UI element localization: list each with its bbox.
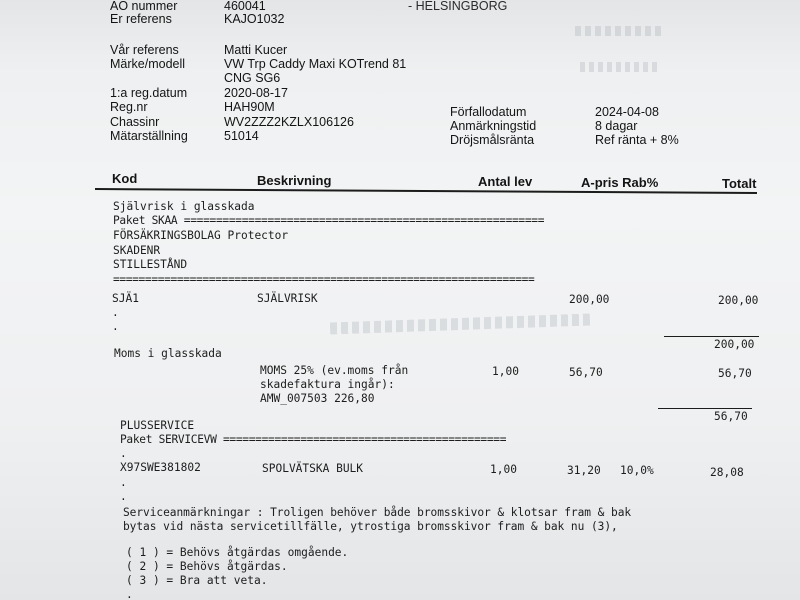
row1-description: SJÄLVRISK [257,292,318,305]
filler-dot: . [112,306,119,319]
filler-dot: . [120,490,127,503]
filler-dot: . [126,588,133,600]
make-model-label: Märke/modell [110,57,186,71]
odometer-value: 51014 [224,129,259,143]
your-reference-label: Er referens [110,12,172,26]
package-line-skaa: Paket SKAA ======================================================== [113,214,545,227]
subtotal-rule [658,408,752,409]
subtotal-self-risk: 200,00 [714,338,755,351]
row1-code: SJÄ1 [112,292,139,305]
insurance-company-line: FÖRSÄKRINGSBOLAG Protector [113,229,289,242]
service-remarks-line2: bytas vid nästa servicetillfälle, ytrostiga bromsskivor fram & bak nu (3), [123,520,618,533]
due-date-label: Förfallodatum [450,105,527,119]
our-reference-value: Matti Kucer [224,43,288,57]
due-date-value: 2024-04-08 [595,105,659,119]
column-header-total: Totalt [722,176,757,191]
vat-description-line3: AMW_007503 226,80 [260,392,375,405]
column-header-description: Beskrivning [257,173,332,188]
section-title-self-risk: Självrisk i glasskada [113,200,255,213]
row3-discount: 10,0% [620,464,654,477]
first-reg-date-value: 2020-08-17 [224,86,288,100]
filler-dot: . [112,320,119,333]
top-right-partial-text: - HELSINGBORG [408,0,508,13]
chassis-value: WV2ZZZ2KZLX106126 [224,115,354,129]
late-interest-value: Ref ränta + 8% [595,133,679,147]
bleed-through-text [575,26,665,36]
filler-dot: . [120,447,127,460]
service-remarks-line1: Serviceanmärkningar : Troligen behöver både bromsskivor & klotsar fram & bak [123,506,632,519]
remark-time-label: Anmärkningstid [450,119,537,133]
row3-description: SPOLVÄTSKA BULK [262,462,364,475]
make-model-value: VW Trp Caddy Maxi KOTrend 81 [224,57,407,71]
section-title-vat: Moms i glasskada [114,347,222,360]
ao-number-value: 460041 [224,0,266,13]
subtotal-vat: 56,70 [714,410,748,423]
row3-unit-price: 31,20 [567,464,601,477]
vat-description-line2: skadefaktura ingår): [260,378,395,391]
column-header-unit-price-discount: A-pris Rab% [581,175,659,190]
our-reference-label: Vår referens [110,43,179,57]
row1-unit-price: 200,00 [569,293,610,306]
row3-quantity: 1,00 [490,463,517,476]
row3-code: X97SWE381802 [120,461,201,474]
ao-number-label: AO nummer [110,0,178,13]
priority-legend-2: ( 2 ) = Behövs åtgärdas. [126,560,288,573]
reg-number-value: HAH90M [224,100,275,114]
filler-dot: . [120,476,127,489]
odometer-label: Mätarställning [110,129,188,143]
bleed-through-text [580,62,660,72]
bleed-through-text [330,313,590,334]
section-title-plus-service: PLUSSERVICE [120,419,195,432]
late-interest-label: Dröjsmålsränta [450,133,535,147]
chassis-label: Chassinr [110,115,160,129]
reg-number-label: Reg.nr [110,100,148,114]
row1-total: 200,00 [718,294,759,307]
column-header-quantity: Antal lev [478,174,533,189]
your-reference-value: KAJO1032 [224,12,285,26]
row3-total: 28,08 [710,466,744,479]
damage-number-line: SKADENR [113,244,161,257]
vat-description-line1: MOMS 25% (ev.moms från [260,364,409,377]
vat-total: 56,70 [718,367,752,380]
separator-line: ================================================================== [113,273,535,286]
column-header-code: Kod [112,171,138,186]
standstill-line: STILLESTÅND [113,258,188,271]
make-model-value-line2: CNG SG6 [224,71,281,85]
remark-time-value: 8 dagar [595,119,638,133]
package-line-servicevw: Paket SERVICEVW ============================================ [120,433,507,446]
first-reg-date-label: 1:a reg.datum [110,86,188,100]
subtotal-rule [664,336,759,337]
vat-unit-price: 56,70 [569,366,603,379]
priority-legend-3: ( 3 ) = Bra att veta. [126,574,268,587]
priority-legend-1: ( 1 ) = Behövs åtgärdas omgående. [126,546,349,559]
vat-quantity: 1,00 [492,365,519,378]
